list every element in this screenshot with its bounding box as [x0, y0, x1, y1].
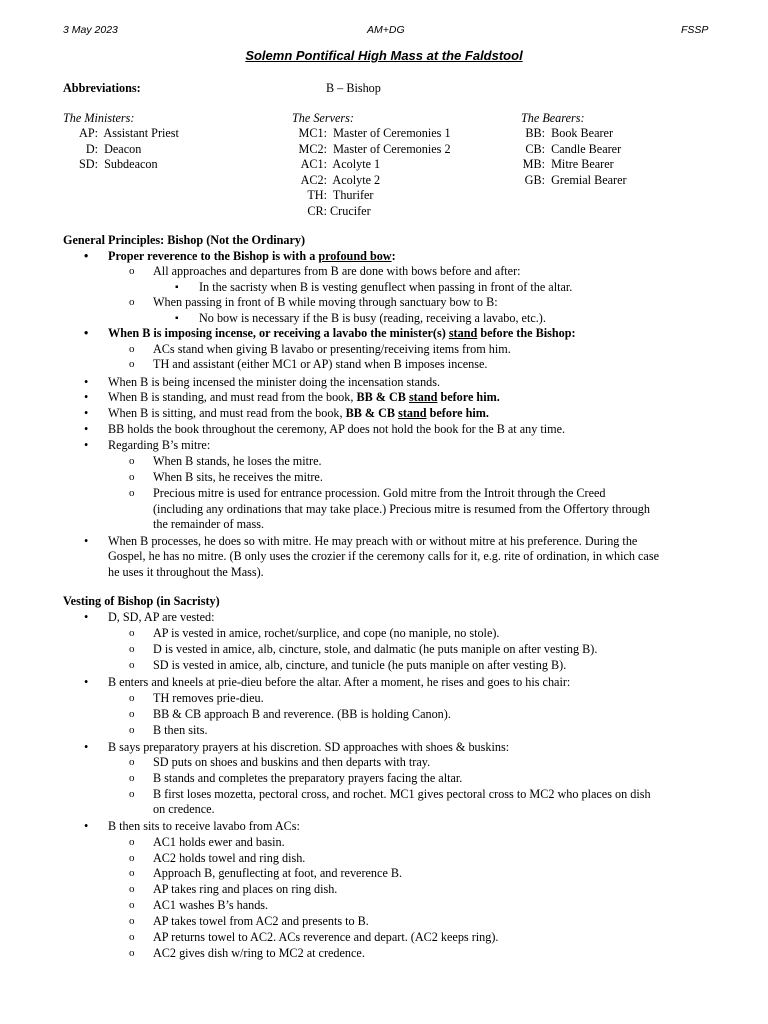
sub-bullet-item: o B stands and completes the preparatory prayers facing the altar.: [153, 771, 462, 787]
sub-bullet-continuation: (including any ordinations that may take place.) Precious mitre is resumed from the Offertory through: [153, 502, 650, 516]
emphasis-text: stand: [408, 390, 438, 404]
bullet-item: • When B is being incensed the minister doing the incensation stands.: [108, 375, 440, 391]
role-item: [292, 173, 451, 189]
role-name: Candle Bearer: [551, 141, 622, 156]
role-name: Subdeacon: [104, 157, 158, 171]
role-item: [521, 157, 627, 173]
sub-bullet-item: o AP takes towel from AC2 and presents to B.: [153, 914, 369, 930]
bullet-text: before the Bishop:: [477, 326, 576, 340]
bullet-item: • B says preparatory prayers at his discretion. SD approaches with shoes & buskins:: [108, 740, 509, 756]
sub-bullet-item: o Precious mitre is used for entrance procession. Gold mitre from the Introit through the Creed: [153, 486, 606, 502]
role-code: AC1:: [300, 157, 327, 171]
bullet-continuation: Gospel, he has no mitre. (B only uses the crozier if the ceremony calls for it, e.g. rite of ordination, in which case: [108, 549, 659, 563]
emphasis-text: before him.: [437, 390, 500, 404]
emphasis-text: before him.: [426, 406, 489, 420]
emphasis-text: BB & CB: [356, 390, 409, 404]
role-name: Book Bearer: [551, 126, 614, 140]
header-initials: AM+DG: [367, 24, 405, 36]
sub-bullet-item: o ACs stand when giving B lavabo or presenting/receiving items from him.: [153, 342, 511, 358]
servers-heading: The Servers:: [292, 111, 354, 125]
role-code: AP:: [79, 126, 98, 140]
role-code: CB:: [525, 141, 545, 156]
sub-bullet-item: o SD is vested in amice, alb, cincture, and tunicle (he puts maniple on after vesting B).: [153, 658, 566, 674]
sub-bullet-continuation: the remainder of mass.: [153, 517, 265, 531]
role-item: [63, 142, 179, 158]
bullet-item: [108, 249, 396, 265]
bearers-heading: The Bearers:: [521, 111, 585, 125]
vesting-heading: Vesting of Bishop (in Sacristy): [63, 594, 220, 608]
sub-bullet-item: o AC2 gives dish w/ring to MC2 at credence.: [153, 946, 365, 962]
role-code: BB:: [525, 126, 545, 140]
bullet-item: • D, SD, AP are vested:: [108, 610, 215, 626]
role-code: AC2:: [300, 172, 327, 187]
sub-bullet-continuation: on credence.: [153, 802, 215, 816]
role-code: TH:: [307, 188, 327, 202]
bullet-item: • Regarding B’s mitre:: [108, 438, 210, 454]
sub-bullet-item: o Approach B, genuflecting at foot, and reverence B.: [153, 866, 402, 882]
bullet-item: [108, 406, 489, 422]
bullet-item: [108, 326, 576, 342]
abbreviations-label: Abbreviations:: [63, 81, 141, 95]
sub-bullet-item: o AP returns towel to AC2. ACs reverence and depart. (AC2 keeps ring).: [153, 930, 498, 946]
abbreviation-bishop: B – Bishop: [326, 81, 381, 95]
role-name: Assistant Priest: [103, 126, 179, 140]
bullet-text: Proper reverence to the Bishop is with a: [108, 249, 319, 263]
emphasis-text: stand: [448, 326, 478, 340]
role-name: Thurifer: [332, 188, 374, 202]
header-date: 3 May 2023: [63, 24, 118, 36]
bullet-text: :: [391, 249, 396, 263]
sub-bullet-item: o All approaches and departures from B are done with bows before and after:: [153, 264, 521, 280]
role-code: GB:: [524, 172, 545, 187]
header-org: FSSP: [681, 24, 709, 36]
emphasis-text: BB & CB: [345, 406, 399, 420]
role-item: [63, 126, 179, 142]
role-name: Crucifer: [330, 203, 371, 218]
bullet-item: • B enters and kneels at prie-dieu before the altar. After a moment, he rises and goes to his chair:: [108, 675, 570, 691]
role-item: [292, 126, 451, 142]
bullet-item: [108, 390, 500, 406]
role-code: MC1:: [298, 126, 327, 140]
sub-sub-bullet-item: ▪ No bow is necessary if the B is busy (reading, receiving a lavabo, etc.).: [199, 311, 546, 327]
role-item: [292, 157, 451, 173]
sub-bullet-item: o SD puts on shoes and buskins and then departs with tray.: [153, 755, 430, 771]
role-code: MB:: [522, 157, 545, 171]
role-item: [521, 173, 627, 189]
role-item: [292, 188, 451, 204]
bullet-text: When B is standing, and must read from the book,: [108, 390, 357, 404]
sub-bullet-item: o When passing in front of B while moving through sanctuary bow to B:: [153, 295, 498, 311]
sub-bullet-item: o TH removes prie-dieu.: [153, 691, 264, 707]
sub-bullet-item: o AC2 holds towel and ring dish.: [153, 851, 305, 867]
bearers-list: [521, 126, 627, 188]
role-name: Master of Ceremonies 2: [333, 141, 451, 156]
sub-bullet-item: o B first loses mozetta, pectoral cross, and rochet. MC1 gives pectoral cross to MC2 who places on dish: [153, 787, 651, 803]
ministers-list: [63, 126, 179, 173]
role-code: MC2:: [298, 141, 327, 156]
sub-bullet-item: o D is vested in amice, alb, cincture, stole, and dalmatic (he puts maniple on after vesting B).: [153, 642, 597, 658]
role-item: [521, 126, 627, 142]
role-item: [292, 142, 451, 158]
role-code: D:: [85, 141, 98, 156]
sub-bullet-item: o TH and assistant (either MC1 or AP) stand when B imposes incense.: [153, 357, 487, 373]
bullet-item: • B then sits to receive lavabo from ACs:: [108, 819, 300, 835]
sub-bullet-item: o B then sits.: [153, 723, 208, 739]
role-item: [521, 142, 627, 158]
bullet-text: When B is imposing incense, or receiving a lavabo the minister(s): [108, 326, 449, 340]
sub-sub-bullet-item: ▪ In the sacristy when B is vesting genuflect when passing in front of the altar.: [199, 280, 572, 296]
bullet-item: • BB holds the book throughout the ceremony, AP does not hold the book for the B at any time.: [108, 422, 565, 438]
role-name: Mitre Bearer: [551, 157, 614, 171]
role-name: Gremial Bearer: [551, 172, 627, 187]
ministers-heading: The Ministers:: [63, 111, 135, 125]
sub-bullet-item: o BB & CB approach B and reverence. (BB is holding Canon).: [153, 707, 451, 723]
role-name: Acolyte 2: [332, 172, 381, 187]
bullet-item: • When B processes, he does so with mitre. He may preach with or without mitre at his preference. During the: [108, 534, 637, 550]
bullet-text: When B is sitting, and must read from the book,: [108, 406, 346, 420]
servers-list: [292, 126, 451, 219]
document-title: Solemn Pontifical High Mass at the Faldstool: [245, 48, 523, 63]
role-name: Deacon: [104, 141, 142, 156]
sub-bullet-item: o AP is vested in amice, rochet/surplice, and cope (no maniple, no stole).: [153, 626, 499, 642]
role-item: [63, 157, 179, 173]
sub-bullet-item: o AP takes ring and places on ring dish.: [153, 882, 337, 898]
sub-bullet-item: o AC1 holds ewer and basin.: [153, 835, 285, 851]
role-code: SD:: [79, 157, 98, 171]
general-heading: General Principles: Bishop (Not the Ordinary): [63, 233, 306, 247]
role-item: [292, 204, 451, 220]
bullet-continuation: he uses it throughout the Mass).: [108, 565, 264, 579]
sub-bullet-item: o AC1 washes B’s hands.: [153, 898, 268, 914]
emphasis-text: profound bow: [318, 249, 392, 263]
sub-bullet-item: o When B stands, he loses the mitre.: [153, 454, 322, 470]
role-name: Acolyte 1: [332, 157, 381, 171]
emphasis-text: stand: [398, 406, 427, 420]
role-name: Master of Ceremonies 1: [333, 126, 451, 140]
role-code: CR:: [307, 203, 327, 218]
sub-bullet-item: o When B sits, he receives the mitre.: [153, 470, 323, 486]
